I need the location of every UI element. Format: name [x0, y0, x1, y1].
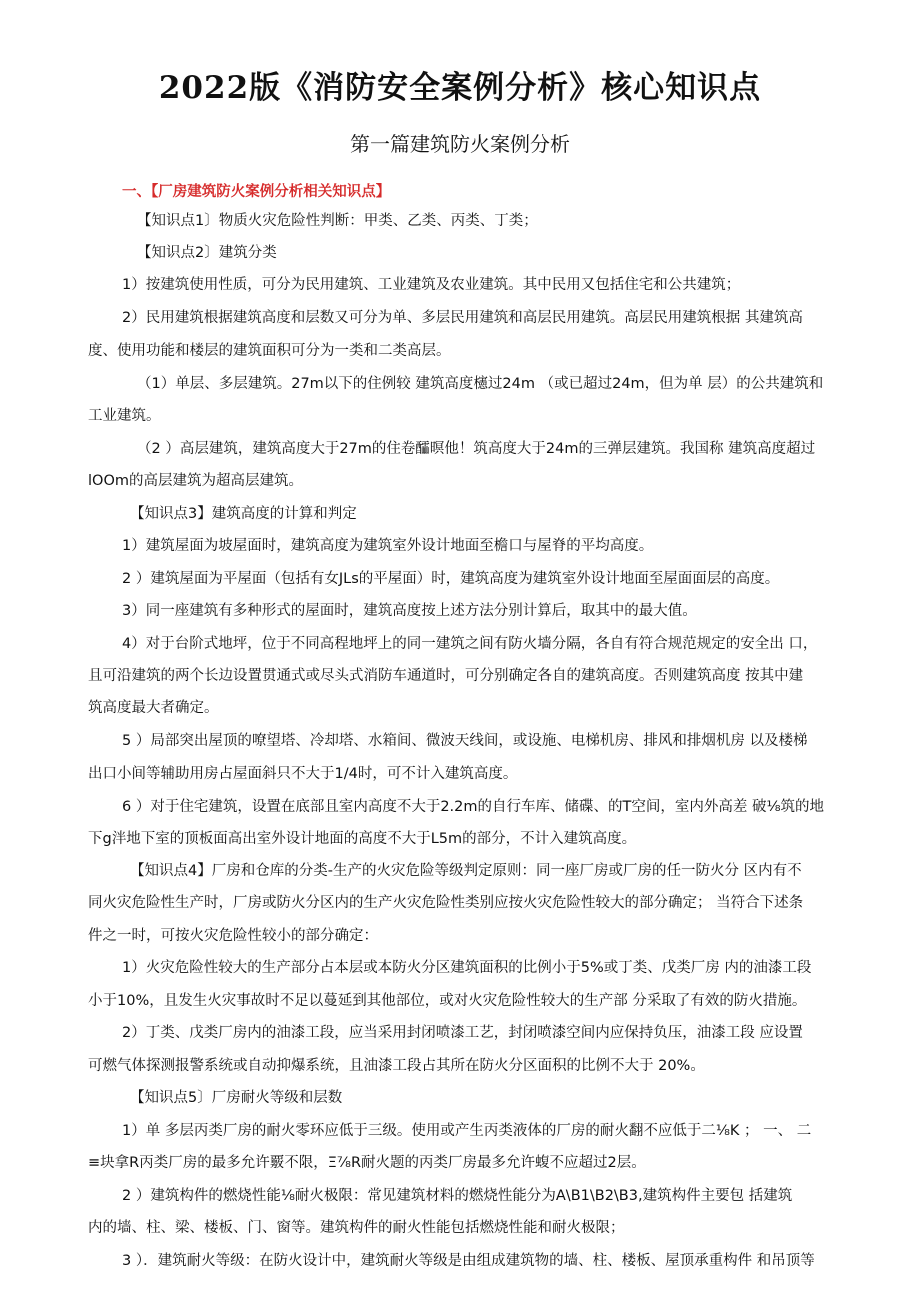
text-line: 2）民用建筑根据建筑高度和层数又可分为单、多层民用建筑和高层民用建筑。高层民用建筑根据 其建筑高 — [122, 310, 803, 326]
text-line: 下g泮地下室的顶板面高出室外设计地面的高度不大于L5m的部分，不计入建筑高度。 — [88, 831, 637, 847]
text-line: 件之一时，可按火灾危险性较小的部分确定： — [88, 928, 378, 944]
document-subtitle: 第一篇建筑防火案例分析 — [350, 132, 570, 156]
text-line: 1）按建筑使用性质，可分为民用建筑、工业建筑及农业建筑。其中民用又包括住宅和公共建筑； — [122, 277, 741, 293]
text-line: 工业建筑。 — [88, 408, 161, 424]
text-line: 可燃气体探测报警系统或自动抑爆系统，且油漆工段占其所在防火分区面积的比例不大于 20%。 — [88, 1058, 705, 1074]
text-line: （1）单层、多层建筑。27m以下的住例较 建筑高度櫶过24m （或已超过24m，但为单 层）的公共建筑和 — [137, 376, 824, 392]
text-line: lOOm的高层建筑为超高层建筑。 — [88, 473, 303, 489]
text-line: 2）丁类、戊类厂房内的油漆工段，应当采用封闭喷漆工艺，封闭喷漆空间内应保持负压，油漆工段 应设置 — [122, 1025, 803, 1041]
section-heading: 一、【厂房建筑防火案例分析相关知识点】 — [122, 184, 391, 200]
text-line: 5 ）局部突出屋顶的嘹望塔、冷却塔、水箱间、微波天线间，或设施、电梯机房、排风和排烟机房 以及楼梯 — [122, 733, 808, 749]
text-line: 【知识点2〕建筑分类 — [137, 245, 277, 261]
text-line: 1）建筑屋面为坡屋面时，建筑高度为建筑室外设计地面至檐口与屋脊的平均高度。 — [122, 538, 654, 554]
text-line: 【知识点1〕物质火灾危险性判断：甲类、乙类、丙类、丁类； — [137, 213, 538, 229]
text-line: 1）火灾危险性较大的生产部分占本层或本防火分区建筑面积的比例小于5%或丁类、戊类厂房 内的油漆工段 — [122, 960, 812, 976]
text-line: 筑高度最大者确定。 — [88, 700, 219, 716]
text-line: 1）单 多层丙类厂房的耐火零环应低于三级。使用或产生丙类液体的厂房的耐火翻不应低于二⅛K ； 一、 二 — [122, 1123, 812, 1139]
text-line: 3）同一座建筑有多种形式的屋面时，建筑高度按上述方法分别计算后，取其中的最大值。 — [122, 603, 697, 619]
text-line: ≡块拿R丙类厂房的最多允许覈不限，Ξ⅞R耐火题的丙类厂房最多允许蝮不应超过2层。 — [88, 1155, 646, 1171]
text-line: 4）对于台阶式地坪，位于不同高程地坪上的同一建筑之间有防火墙分隔，各自有符合规范规定的安全出 口， — [122, 636, 818, 652]
text-line: 3 ）．建筑耐火等级：在防火设计中，建筑耐火等级是由组成建筑物的墙、柱、楼板、屋顶承重构件 和吊顶等 — [122, 1253, 815, 1269]
text-line: 小于10%，且发生火灾事故时不足以蔓延到其他部位，或对火灾危险性较大的生产部 分采取了有效的防火措施。 — [88, 993, 807, 1009]
text-line: （2 ）高层建筑，建筑高度大于27m的住卷醽暝他！筑高度大于24m的三弹层建筑。我国称 建筑高度超过 — [137, 441, 816, 457]
text-line: 出口小间等辅助用房占屋面斜只不大于1/4时，可不计入建筑高度。 — [88, 766, 518, 782]
text-line: 【知识点3】建筑高度的计算和判定 — [130, 506, 357, 522]
text-line: 同火灾危险性生产时，厂房或防火分区内的生产火灾危险性类别应按火灾危险性较大的部分确定； 当符合下述条 — [88, 895, 804, 911]
text-line: 2 ）建筑屋面为平屋面（包括有女JLs的平屋面）时，建筑高度为建筑室外设计地面至屋面面层的高度。 — [122, 571, 780, 587]
text-line: 度、使用功能和楼层的建筑面积可分为一类和二类高层。 — [88, 343, 451, 359]
text-line: 2 ）建筑构件的燃烧性能⅛耐火极限：常见建筑材料的燃烧性能分为A\B1\B2\B3,建筑构件主要包 括建筑 — [122, 1188, 793, 1204]
document-title: 2022版《消防安全案例分析》核心知识点 — [158, 70, 762, 106]
text-line: 【知识点4】厂房和仓库的分类-生产的火灾危险等级判定原则：同一座厂房或厂房的任一防火分 区内有不 — [130, 863, 802, 879]
text-line: 且可沿建筑的两个长边设置贯通式或尽头式消防车通道时，可分别确定各自的建筑高度。否则建筑高度 按其中建 — [88, 668, 804, 684]
text-line: 【知识点5〕厂房耐火等级和层数 — [130, 1090, 343, 1106]
text-line: 内的墙、柱、梁、楼板、门、窗等。建筑构件的耐火性能包括燃烧性能和耐火极限； — [88, 1220, 625, 1236]
text-line: 6 ）对于住宅建筑，设置在底部且室内高度不大于2.2m的自行车库、储碟、的T空间，室内外高差 破⅛筑的地 — [122, 799, 825, 815]
